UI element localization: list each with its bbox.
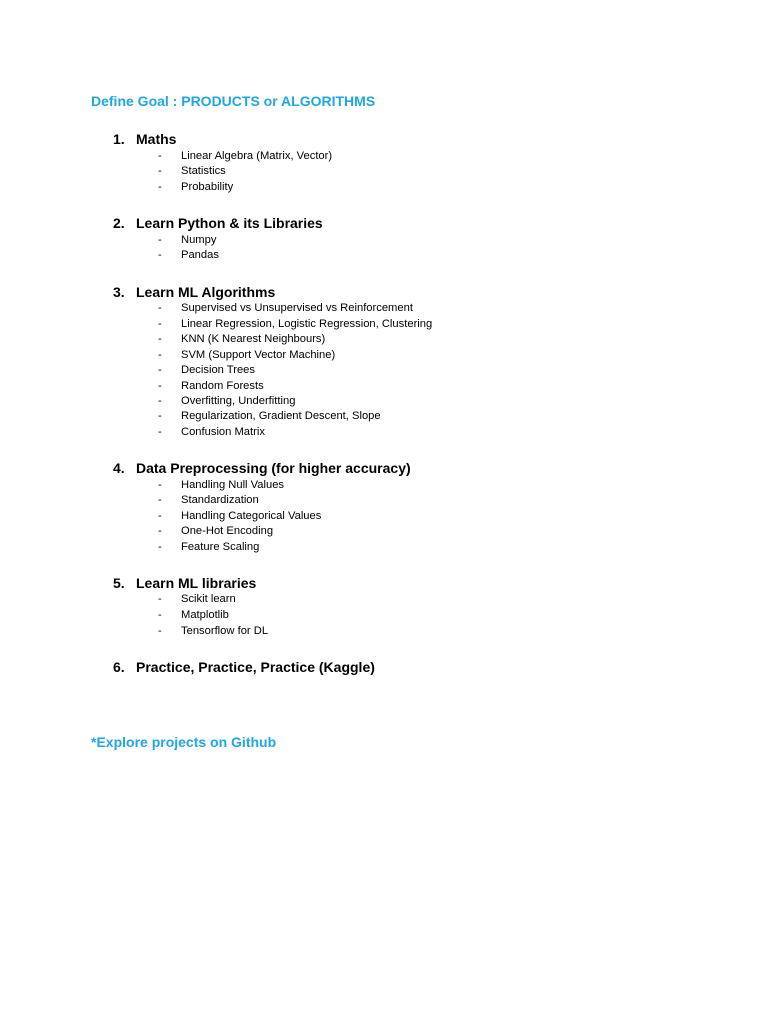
section-title-ml-algorithms	[113, 284, 275, 300]
list-item-text: One-Hot Encoding	[181, 525, 274, 537]
section-number: 4.	[113, 460, 125, 476]
bullet-dash: -	[158, 333, 162, 345]
section-title-text: Data Preprocessing (for higher accuracy)	[136, 460, 411, 476]
bullet-dash: -	[158, 302, 162, 314]
section-title-text: Learn ML Algorithms	[136, 284, 276, 300]
list-item-text: Confusion Matrix	[181, 426, 265, 438]
bullet-dash: -	[158, 181, 162, 193]
list-item-text: Tensorflow for DL	[181, 625, 269, 637]
list-item	[158, 625, 268, 637]
bullet-dash: -	[158, 234, 162, 246]
section-title-ml-libraries	[113, 575, 256, 591]
bullet-dash: -	[158, 410, 162, 422]
list-item-text: Linear Algebra (Matrix, Vector)	[181, 150, 333, 162]
bullet-dash: -	[158, 593, 162, 605]
section-title-maths	[113, 131, 176, 147]
bullet-dash: -	[158, 364, 162, 376]
section-title-practice	[113, 659, 375, 675]
list-item-text: Probability	[181, 181, 234, 193]
goal-heading: Define Goal : PRODUCTS or ALGORITHMS	[91, 93, 376, 109]
list-item	[158, 541, 259, 553]
bullet-dash: -	[158, 249, 162, 261]
list-item	[158, 593, 236, 605]
bullet-dash: -	[158, 318, 162, 330]
list-item-text: Standardization	[181, 494, 259, 506]
section-title-text: Practice, Practice, Practice (Kaggle)	[136, 659, 375, 675]
list-item	[158, 609, 229, 621]
list-item	[158, 318, 432, 330]
list-item-text: Decision Trees	[181, 364, 255, 376]
list-item	[158, 181, 233, 193]
list-item-text: Scikit learn	[181, 593, 236, 605]
bullet-dash: -	[158, 625, 162, 637]
list-item-text: KNN (K Nearest Neighbours)	[181, 333, 326, 345]
list-item-text: Linear Regression, Logistic Regression, Clustering	[181, 318, 433, 330]
bullet-dash: -	[158, 525, 162, 537]
list-item-text: SVM (Support Vector Machine)	[181, 349, 336, 361]
list-item	[158, 494, 259, 506]
list-item-text: Feature Scaling	[181, 541, 260, 553]
section-number: 2.	[113, 215, 125, 231]
bullet-dash: -	[158, 349, 162, 361]
list-item	[158, 249, 219, 261]
list-item-text: Pandas	[181, 249, 219, 261]
list-item	[158, 234, 216, 246]
section-title-text: Learn ML libraries	[136, 575, 257, 591]
bullet-dash: -	[158, 150, 162, 162]
list-item-text: Supervised vs Unsupervised vs Reinforcement	[181, 302, 413, 314]
bullet-dash: -	[158, 494, 162, 506]
section-number: 5.	[113, 575, 125, 591]
section-number: 3.	[113, 284, 125, 300]
section-title-text: Learn Python & its Libraries	[136, 215, 323, 231]
bullet-dash: -	[158, 395, 162, 407]
bullet-dash: -	[158, 426, 162, 438]
list-item	[158, 426, 265, 438]
list-item	[158, 479, 284, 491]
bullet-dash: -	[158, 510, 162, 522]
list-item-text: Random Forests	[181, 380, 264, 392]
list-item	[158, 165, 226, 177]
list-item-text: Matplotlib	[181, 609, 229, 621]
footer-note: *Explore projects on Github	[91, 734, 277, 750]
section-number: 1.	[113, 131, 125, 147]
section-title-data-preprocessing	[113, 460, 411, 476]
list-item	[158, 349, 335, 361]
section-number: 6.	[113, 659, 125, 675]
list-item	[158, 380, 264, 392]
bullet-dash: -	[158, 165, 162, 177]
list-item	[158, 364, 255, 376]
list-item-text: Handling Categorical Values	[181, 510, 322, 522]
bullet-dash: -	[158, 380, 162, 392]
list-item	[158, 302, 413, 314]
bullet-dash: -	[158, 479, 162, 491]
list-item-text: Numpy	[181, 234, 217, 246]
list-item	[158, 510, 321, 522]
list-item	[158, 395, 295, 407]
list-item-text: Handling Null Values	[181, 479, 285, 491]
list-item	[158, 333, 325, 345]
list-item-text: Overfitting, Underfitting	[181, 395, 296, 407]
section-title-text: Maths	[136, 131, 177, 147]
list-item	[158, 150, 332, 162]
bullet-dash: -	[158, 541, 162, 553]
section-title-python	[113, 215, 323, 231]
list-item-text: Statistics	[181, 165, 226, 177]
list-item	[158, 525, 273, 537]
bullet-dash: -	[158, 609, 162, 621]
list-item-text: Regularization, Gradient Descent, Slope	[181, 410, 381, 422]
list-item	[158, 410, 381, 422]
